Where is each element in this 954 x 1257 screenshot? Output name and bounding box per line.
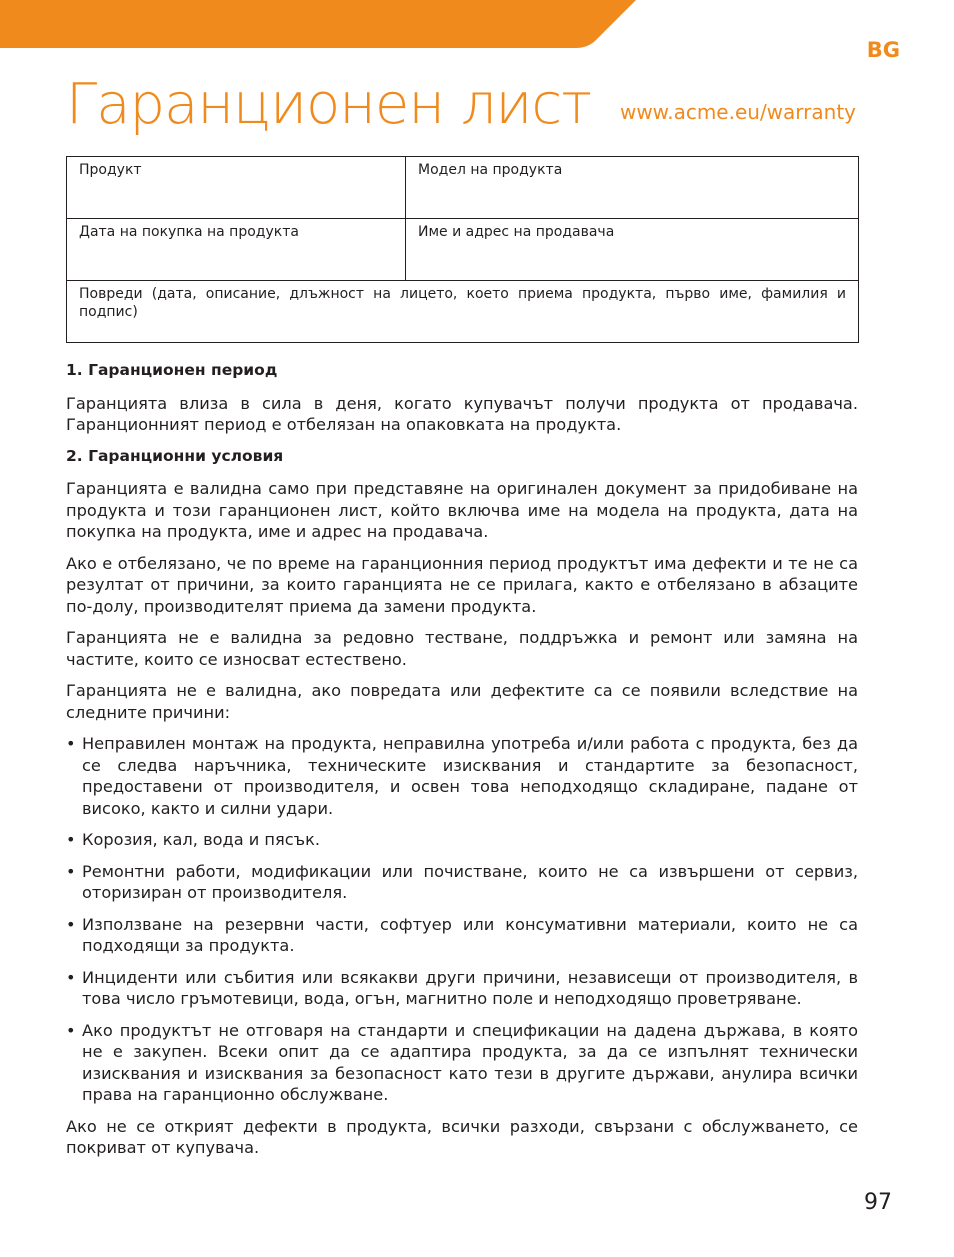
bullet-marker: •: [66, 830, 76, 849]
model-field[interactable]: Модел на продукта: [406, 157, 859, 219]
conditions-paragraph: Гаранцията не е валидна, ако повредата или дефектите са се появили вследствие на следните причини:: [66, 681, 858, 722]
conditions-paragraph: Гаранцията не е валидна за редовно тестване, поддръжка и ремонт или замяна на частите, които се износват естествено.: [66, 628, 858, 669]
list-item-text: Корозия, кал, вода и пясък.: [82, 830, 321, 849]
list-item-text: Инциденти или събития или всякакви други причини, независещи от производителя, в това число гръмотевици, вода, огън, магнитно поле и неподходящо проветряване.: [82, 967, 858, 1008]
warranty-url-link[interactable]: www.acme.eu/warranty: [619, 100, 856, 124]
list-item-text: Ремонтни работи, модификации или почистване, които не са извършени от сервиз, оторизиран от производителя.: [82, 861, 858, 902]
list-item-text: Неправилен монтаж на продукта, неправилна употреба и/или работа с продукта, без да се следва наръчника, техническите изисквания и стандартите за безопасност, предоставени от производителя, и освен това неподходящо складиране, падане от високо, както и силни удари.: [82, 734, 858, 818]
bullet-marker: •: [66, 914, 76, 934]
list-item-text: Ако продуктът не отговаря на стандарти и спецификации на дадена държава, в която не е закупен. Всеки опит да се адаптира продукта, за да се изпълнят технически изисквания и изисквания за безопасност като тези в другите държави, анулира всички права на гаранционно обслужване.: [82, 1020, 858, 1104]
exclusions-list: [66, 733, 858, 1106]
list-item: [66, 1020, 858, 1106]
section-heading-period: 1. Гаранционен период: [66, 361, 278, 379]
list-item: [66, 861, 858, 904]
closing-paragraph: Ако не се открият дефекти в продукта, всички разходи, свързани с обслужването, се покриват от купувача.: [66, 1116, 858, 1157]
bullet-marker: •: [66, 861, 76, 881]
form-row: [67, 281, 859, 343]
orange-header-band: [0, 0, 954, 48]
purchase-date-field[interactable]: Дата на покупка на продукта: [67, 219, 406, 281]
seller-field[interactable]: Име и адрес на продавача: [406, 219, 859, 281]
warranty-form-table: [66, 156, 859, 343]
list-item-text: Използване на резервни части, софтуер или консумативни материали, които не са подходящи за продукта.: [82, 914, 858, 955]
list-item: [66, 829, 858, 851]
product-field[interactable]: Продукт: [67, 157, 406, 219]
list-item: [66, 914, 858, 957]
bullet-marker: •: [66, 967, 76, 987]
page-number: 97: [864, 1190, 892, 1215]
bullet-marker: •: [66, 734, 76, 753]
conditions-paragraph: Гаранцията е валидна само при представяне на оригинален документ за придобиване на продукта и този гаранционен лист, който включва име на модела на продукта, дата на покупка на продукта, име и адрес на продавача.: [66, 479, 858, 541]
period-paragraph: Гаранцията влиза в сила в деня, когато купувачът получи продукта от продавача. Гаранционният период е отбелязан на опаковката на продукта.: [66, 393, 858, 434]
damage-field[interactable]: Повреди (дата, описание, длъжност на лицето, което приема продукта, първо име, фамилия и подпис): [67, 281, 859, 343]
page-title: Гаранционен лист: [66, 72, 591, 137]
conditions-paragraph: Ако е отбелязано, че по време на гаранционния период продуктът има дефекти и те не са резултат от причини, за които гаранцията не се прилага, както е отбелязано в абзаците по-долу, производителят приема да замени продукта.: [66, 553, 858, 616]
list-item: [66, 733, 858, 819]
page-header: [66, 72, 858, 142]
warranty-terms: [66, 360, 858, 1169]
bullet-marker: •: [66, 1020, 76, 1040]
list-item: [66, 967, 858, 1010]
language-tag: BG: [866, 38, 900, 62]
form-row: [67, 219, 859, 281]
section-heading-conditions: 2. Гаранционни условия: [66, 446, 284, 465]
form-row: [67, 157, 859, 219]
